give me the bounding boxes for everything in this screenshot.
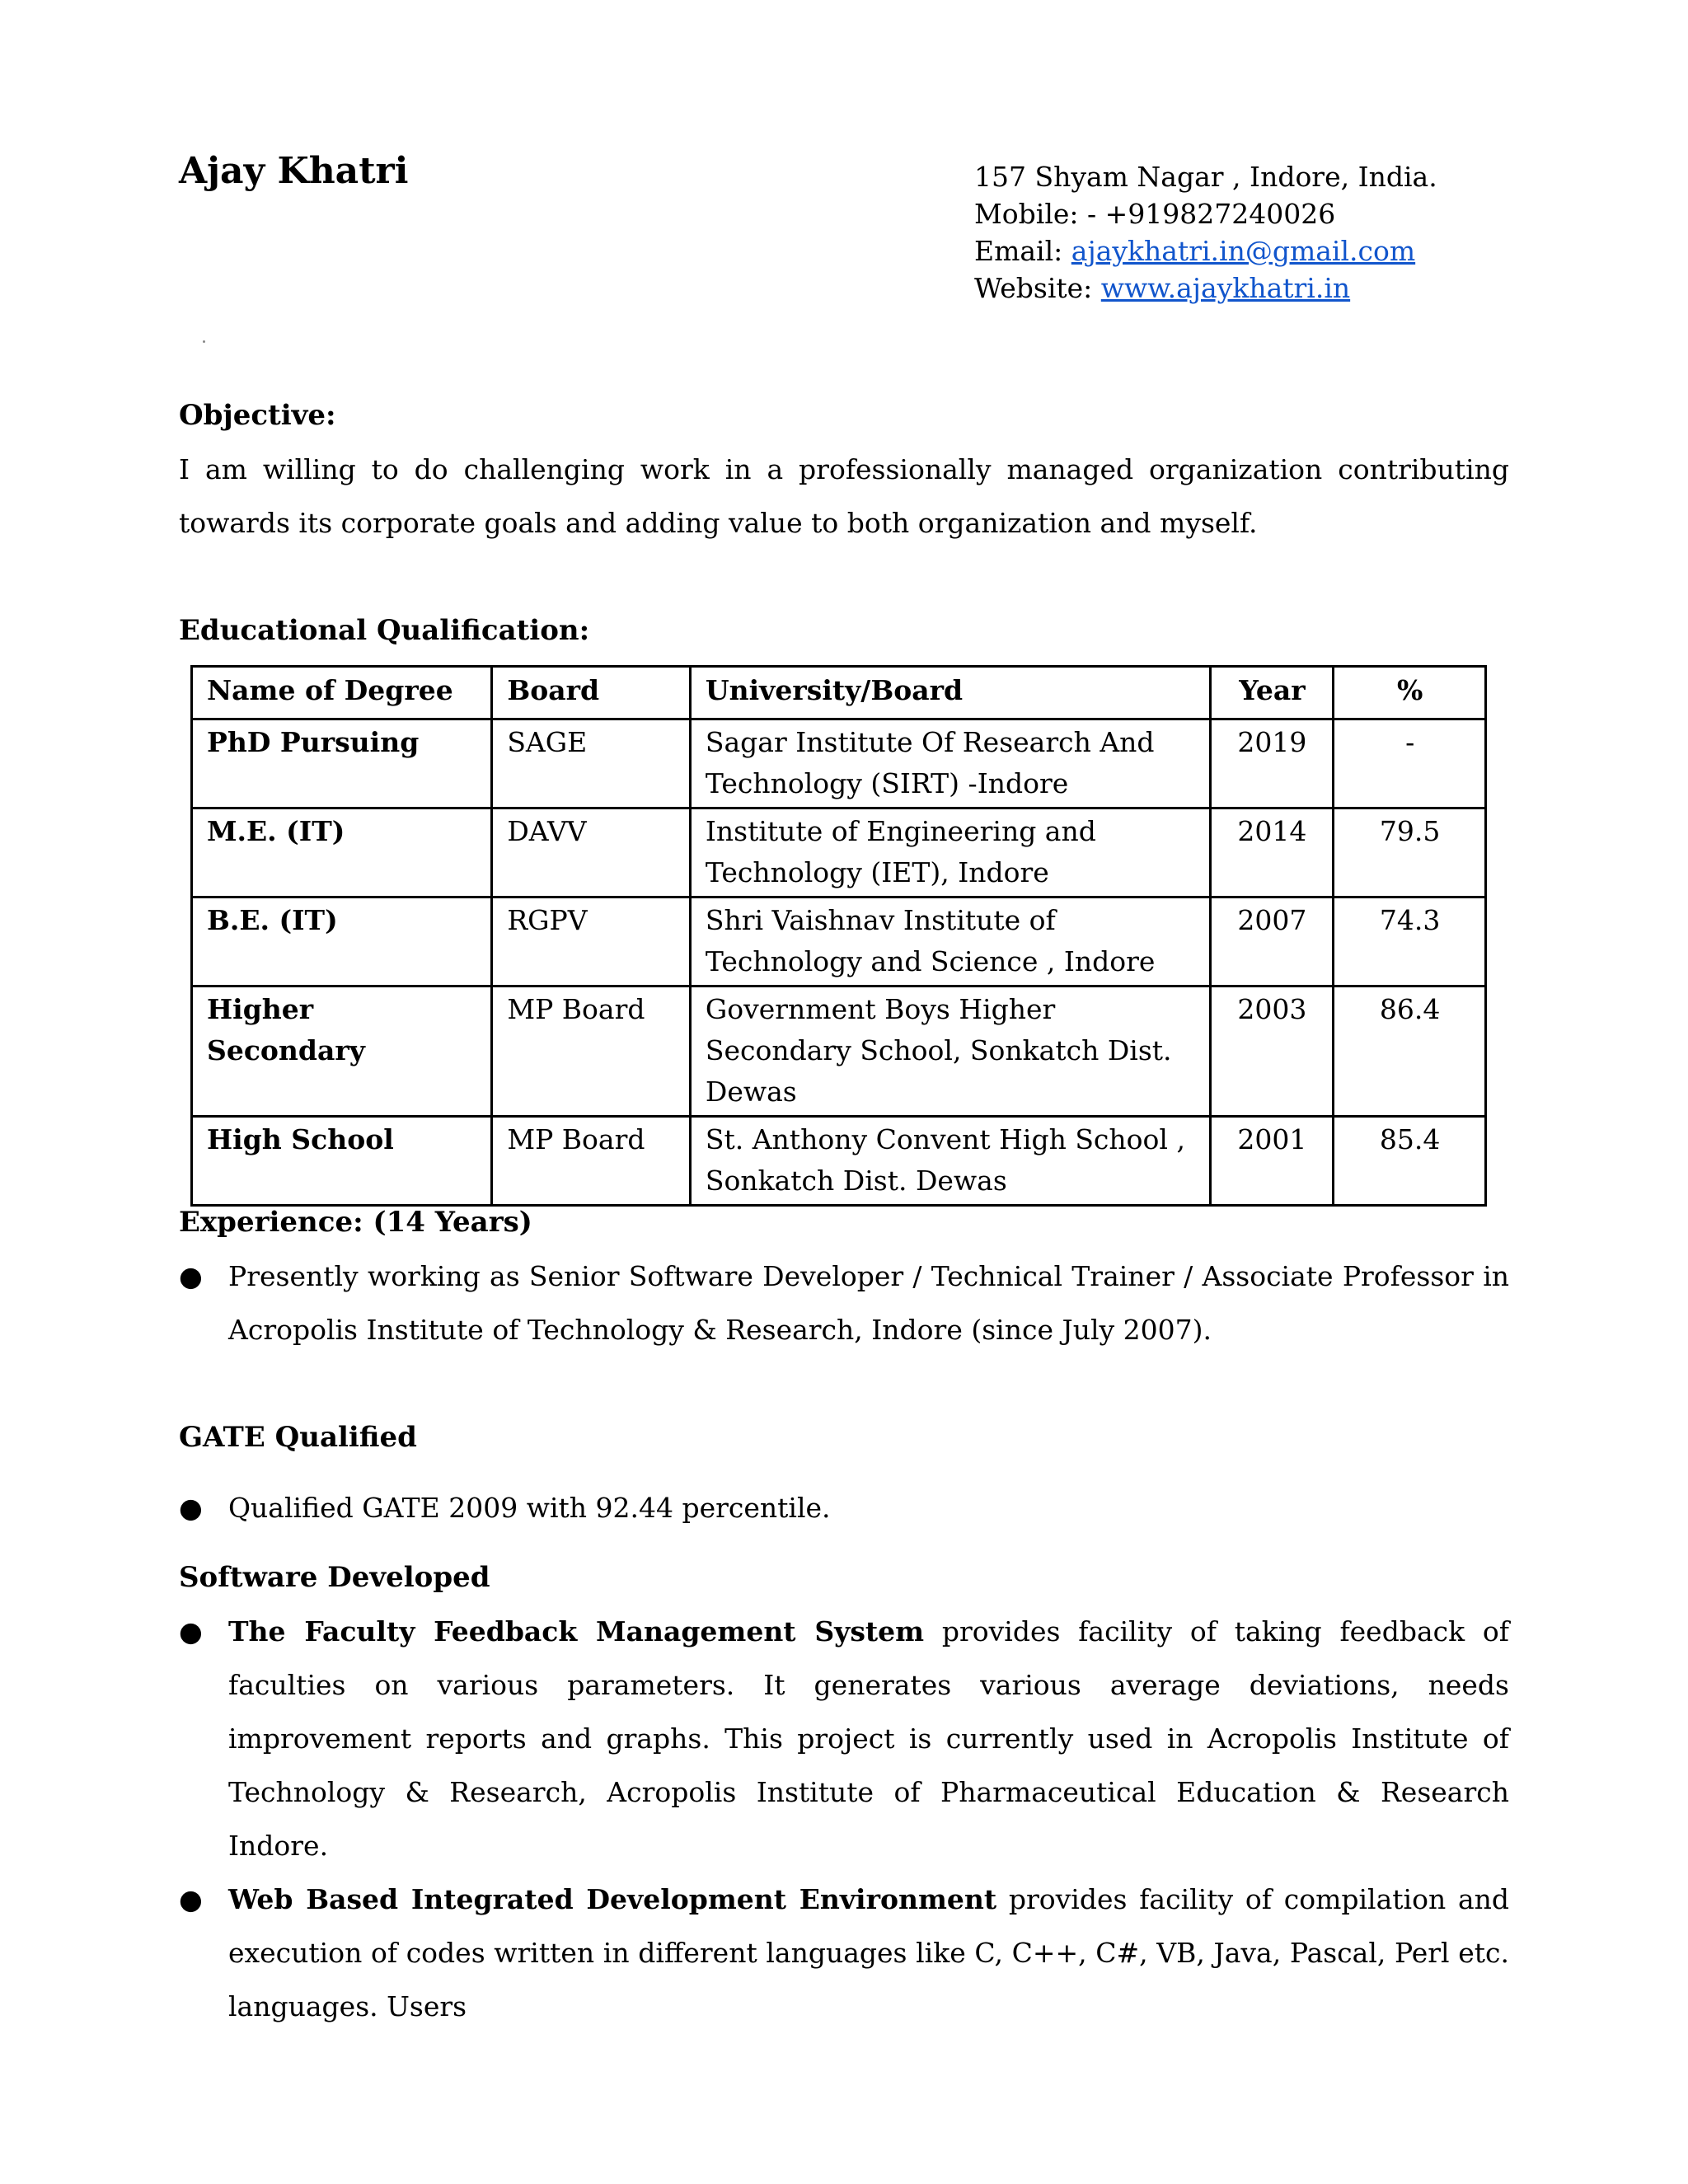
software-list [179,1605,1509,2033]
software-description: provides facility of compilation and execution of codes written in different languages like C, C++, C#, VB, Java, Pascal, Perl etc. languages. Users [228,1883,1510,2022]
mobile-line: Mobile: - +919827240026 [974,198,1336,230]
degree-cell: Higher Secondary [192,987,492,1117]
software-description: provides facility of taking feedback of faculties on various parameters. It generates various average deviations, needs improvement reports and graphs. This project is currently used in Acropolis Institute of Technology & Research, Acropolis Institute of Pharmaceutical Education & Research Indore. [228,1615,1509,1862]
year-cell: 2007 [1210,898,1334,987]
address-line: 157 Shyam Nagar , Indore, India. [974,161,1437,193]
column-header: Board [492,667,691,719]
website-line [974,269,1437,307]
degree-cell: B.E. (IT) [192,898,492,987]
year-cell: 2003 [1210,987,1334,1117]
degree-cell: PhD Pursuing [192,719,492,808]
website-link[interactable]: www.ajaykhatri.in [1100,272,1351,304]
stray-dot [203,340,205,343]
university-cell: St. Anthony Convent High School , Sonkatch Dist. Dewas [690,1117,1210,1206]
percent-cell: 74.3 [1334,898,1486,987]
table-row [192,1117,1486,1206]
software-title: Web Based Integrated Development Environment [228,1883,997,1915]
list-item-text: Presently working as Senior Software Developer / Technical Trainer / Associate Professor in Acropolis Institute of Technology & Research, Indore (since July 2007). [228,1260,1509,1346]
gate-heading: GATE Qualified [179,1421,417,1454]
column-header: Name of Degree [192,667,492,719]
experience-list [179,1249,1509,1357]
education-table [190,665,1487,1207]
year-cell: 2019 [1210,719,1334,808]
percent-cell: 79.5 [1334,808,1486,898]
list-item-text: Qualified GATE 2009 with 92.44 percentile. [228,1492,831,1524]
email-label: Email: [974,235,1071,267]
software-heading: Software Developed [179,1561,490,1594]
list-item [179,1481,1509,1535]
board-cell: MP Board [492,987,691,1117]
column-header: Year [1210,667,1334,719]
board-cell: SAGE [492,719,691,808]
candidate-name: Ajay Khatri [179,150,409,192]
list-item [179,1872,1509,2033]
percent-cell: 86.4 [1334,987,1486,1117]
table-row [192,808,1486,898]
table-row [192,987,1486,1117]
percent-cell: 85.4 [1334,1117,1486,1206]
list-item [179,1249,1509,1357]
table-header-row [192,667,1486,719]
bullet-icon: ● [179,1615,203,1647]
degree-cell: High School [192,1117,492,1206]
email-line [974,232,1437,269]
contact-block [974,158,1437,307]
list-item [179,1605,1509,1872]
objective-text: I am willing to do challenging work in a professionally managed organization contributing towards its corporate goals and adding value to both organization and myself. [179,453,1509,539]
bullet-icon: ● [179,1492,203,1524]
gate-list [179,1481,1509,1535]
objective-heading: Objective: [179,399,336,432]
table-row [192,719,1486,808]
board-cell: MP Board [492,1117,691,1206]
university-cell: Shri Vaishnav Institute of Technology and Science , Indore [690,898,1210,987]
column-header: University/Board [690,667,1210,719]
university-cell: Institute of Engineering and Technology (IET), Indore [690,808,1210,898]
university-cell: Sagar Institute Of Research And Technology (SIRT) -Indore [690,719,1210,808]
column-header: % [1334,667,1486,719]
university-cell: Government Boys Higher Secondary School, Sonkatch Dist. Dewas [690,987,1210,1117]
email-link[interactable]: ajaykhatri.in@gmail.com [1071,235,1416,267]
year-cell: 2001 [1210,1117,1334,1206]
website-label: Website: [974,272,1101,304]
bullet-icon: ● [179,1260,203,1292]
year-cell: 2014 [1210,808,1334,898]
experience-heading: Experience: (14 Years) [179,1206,532,1239]
board-cell: RGPV [492,898,691,987]
bullet-icon: ● [179,1883,203,1915]
percent-cell: - [1334,719,1486,808]
software-title: The Faculty Feedback Management System [228,1615,925,1647]
degree-cell: M.E. (IT) [192,808,492,898]
education-heading: Educational Qualification: [179,614,590,647]
board-cell: DAVV [492,808,691,898]
table-row [192,898,1486,987]
